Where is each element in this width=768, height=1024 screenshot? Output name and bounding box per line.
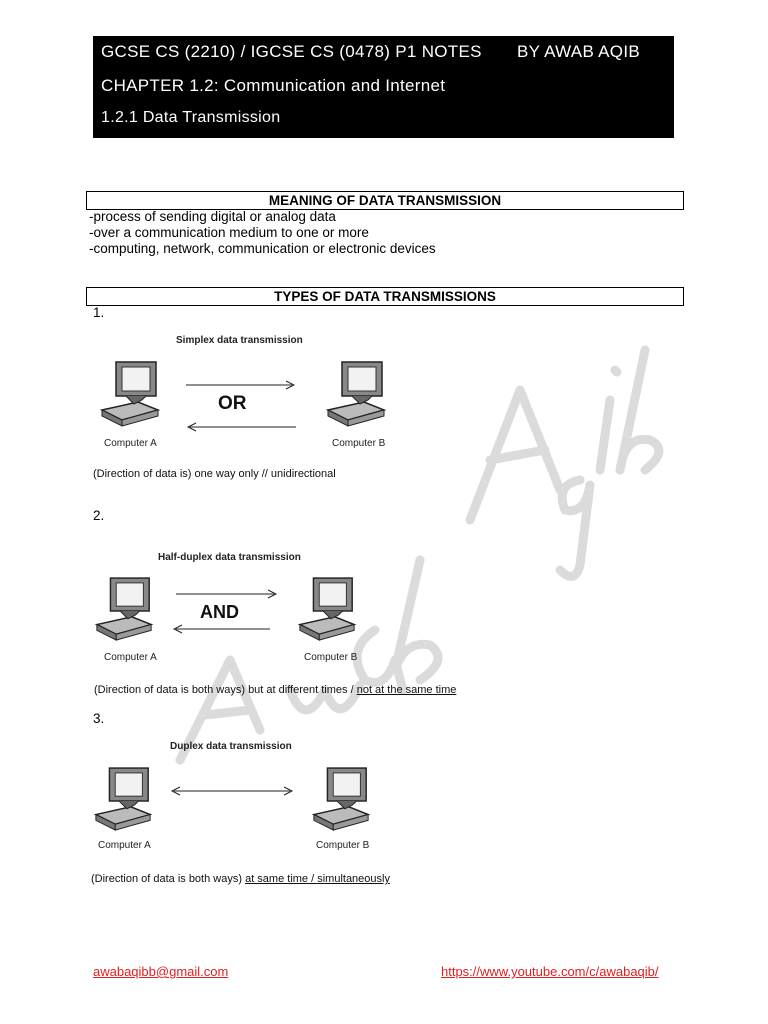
simplex-connector-or: OR	[218, 393, 247, 414]
meaning-line-1: -process of sending digital or analog data	[89, 209, 336, 224]
computer-b-icon	[310, 764, 372, 838]
course-title: GCSE CS (2210) / IGCSE CS (0478) P1 NOTES	[101, 42, 482, 61]
duplex-caption-plain: (Direction of data is both ways)	[91, 873, 246, 885]
simplex-computer-b-label: Computer B	[332, 438, 386, 449]
left-arrow-icon	[186, 420, 298, 434]
computer-b-icon	[324, 358, 388, 434]
simplex-title: Simplex data transmission	[176, 335, 303, 346]
half-duplex-caption-plain: (Direction of data is both ways) but at different times /	[94, 684, 357, 696]
duplex-caption	[91, 873, 390, 885]
duplex-computer-b-label: Computer B	[316, 840, 370, 851]
left-arrow-icon	[172, 622, 272, 636]
half-duplex-caption	[94, 684, 456, 696]
item-3-number: 3.	[93, 711, 105, 726]
footer-youtube-link[interactable]: https://www.youtube.com/c/awabaqib/	[441, 964, 659, 979]
meaning-heading: MEANING OF DATA TRANSMISSION	[86, 191, 684, 210]
half-duplex-title: Half-duplex data transmission	[158, 552, 301, 563]
duplex-caption-underlined-1: at same time	[245, 873, 309, 885]
half-duplex-computer-b-label: Computer B	[304, 652, 358, 663]
section-title: 1.2.1 Data Transmission	[101, 109, 281, 126]
footer-email-link[interactable]: awabaqibb@gmail.com	[93, 964, 229, 979]
computer-a-icon	[92, 764, 154, 838]
right-arrow-icon	[184, 378, 296, 392]
half-duplex-connector-and: AND	[200, 602, 239, 622]
item-2-number: 2.	[93, 508, 105, 523]
half-duplex-computer-a-label: Computer A	[104, 652, 157, 663]
double-arrow-icon	[170, 784, 294, 798]
item-1-number: 1.	[93, 305, 105, 320]
types-heading: TYPES OF DATA TRANSMISSIONS	[86, 287, 684, 306]
duplex-caption-underlined-2: simultaneously	[317, 873, 390, 885]
header-banner	[93, 36, 674, 138]
simplex-computer-a-label: Computer A	[104, 438, 157, 449]
meaning-line-2: -over a communication medium to one or more	[89, 225, 369, 240]
computer-b-icon	[296, 574, 358, 648]
chapter-title: CHAPTER 1.2: Communication and Internet	[101, 76, 446, 95]
half-duplex-caption-underlined: not at the same time	[356, 684, 457, 696]
simplex-caption: (Direction of data is) one way only // unidirectional	[93, 468, 336, 480]
computer-a-icon	[98, 358, 162, 434]
meaning-line-3: -computing, network, communication or electronic devices	[89, 241, 436, 256]
duplex-caption-sep: /	[308, 873, 318, 885]
duplex-computer-a-label: Computer A	[98, 840, 151, 851]
right-arrow-icon	[174, 587, 278, 601]
computer-a-icon	[93, 574, 155, 648]
author-name: BY AWAB AQIB	[517, 42, 640, 61]
duplex-title: Duplex data transmission	[170, 741, 292, 752]
